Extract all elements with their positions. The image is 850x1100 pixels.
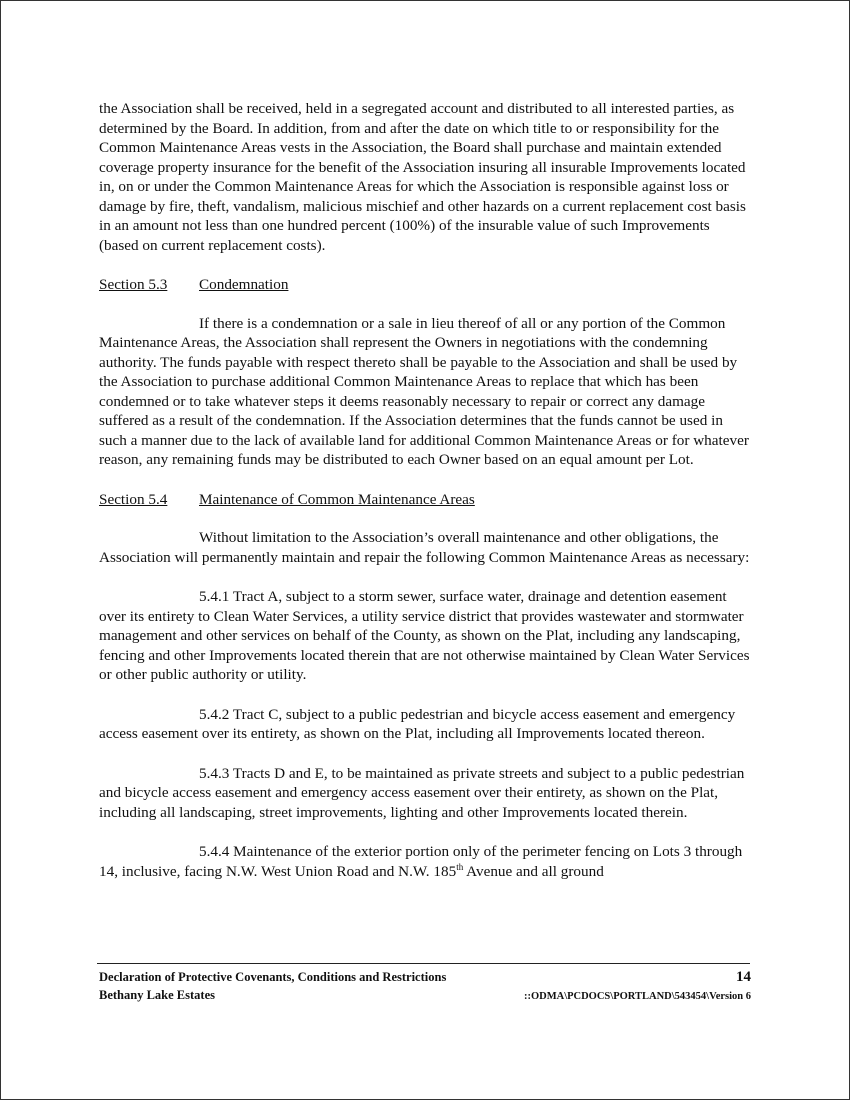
document-body [99, 99, 751, 881]
item-5-4-4 [99, 842, 751, 881]
maintenance-intro-paragraph: Without limitation to the Association’s overall maintenance and other obligations, the Association will permanently maintain and repair the following Common Maintenance Areas as necessary: [99, 529, 750, 566]
section-heading-5-4 [99, 490, 751, 510]
footer-divider [97, 963, 750, 964]
section-number: Section 5.3 [99, 276, 168, 293]
footer-project-name: Bethany Lake Estates [99, 988, 215, 1002]
opening-paragraph: the Association shall be received, held in a segregated account and distributed to all interested parties, as determined by the Board. In addition, from and after the date on which title to or responsibility for the Common Maintenance Areas vests in the Association, the Board shall purchase and maintain extended coverage property insurance for the benefit of the Association insuring all insurable Improvements located in, on or under the Common Maintenance Areas for which the Association is responsible against loss or damage by fire, theft, vandalism, malicious mischief and other hazards on a current replacement cost basis in an amount not less than one hundred percent (100%) of the insurable value of such Improvements (based on current replacement costs). [99, 100, 746, 254]
section-title: Condemnation [199, 276, 289, 293]
section-number: Section 5.4 [99, 490, 168, 508]
item-5-4-4-text-end: Avenue and all ground [463, 862, 604, 880]
item-5-4-2: 5.4.2 Tract C, subject to a public pedestrian and bicycle access easement and emergency access easement over its entirety, as shown on the Plat, including all Improvements located thereon. [99, 705, 736, 742]
condemnation-paragraph: If there is a condemnation or a sale in lieu thereof of all or any portion of the Common Maintenance Areas, the Association shall represent the Owners in negotiations with the condemning authority. The funds payable with respect thereto shall be payable to the Association and shall be used by the Association to purchase additional Common Maintenance Areas to replace that which has been condemned or to take whatever steps it deems reasonably necessary to repair or correct any damage suffered as a result of the condemnation. If the Association determines that the funds cannot be used in such a manner due to the lack of available land for additional Common Maintenance Areas or for whatever reason, any remaining funds may be distributed to each Owner based on an equal amount per Lot. [99, 314, 749, 468]
footer-document-path: ::ODMA\PCDOCS\PORTLAND\543454\Version 6 [523, 991, 751, 1002]
item-5-4-4-text: 5.4.4 Maintenance of the exterior portion only of the perimeter fencing on Lots 3 through 14, inclusive, facing N.W. West Union Road and N.W. 185 [99, 843, 743, 880]
page-footer [99, 968, 751, 1006]
section-heading-5-3 [99, 275, 751, 295]
item-5-4-1: 5.4.1 Tract A, subject to a storm sewer, surface water, drainage and detention easement over its entirety to Clean Water Services, a utility service district that provides wastewater and stormwater management and other services on behalf of the County, as shown on the Plat, including any landscaping, fencing and other Improvements located therein that are not otherwise maintained by Clean Water Services or other public authority or utility. [99, 588, 750, 683]
section-title: Maintenance of Common Maintenance Areas [199, 490, 475, 508]
ordinal-suffix: th [456, 861, 464, 872]
footer-document-title: Declaration of Protective Covenants, Conditions and Restrictions [99, 970, 447, 984]
page-number: 14 [736, 969, 751, 985]
item-5-4-3: 5.4.3 Tracts D and E, to be maintained as private streets and subject to a public pedestrian and bicycle access easement and emergency access easement over their entirety, as shown on the Plat, including all landscaping, street improvements, lighting and other Improvements located therein. [99, 764, 745, 821]
